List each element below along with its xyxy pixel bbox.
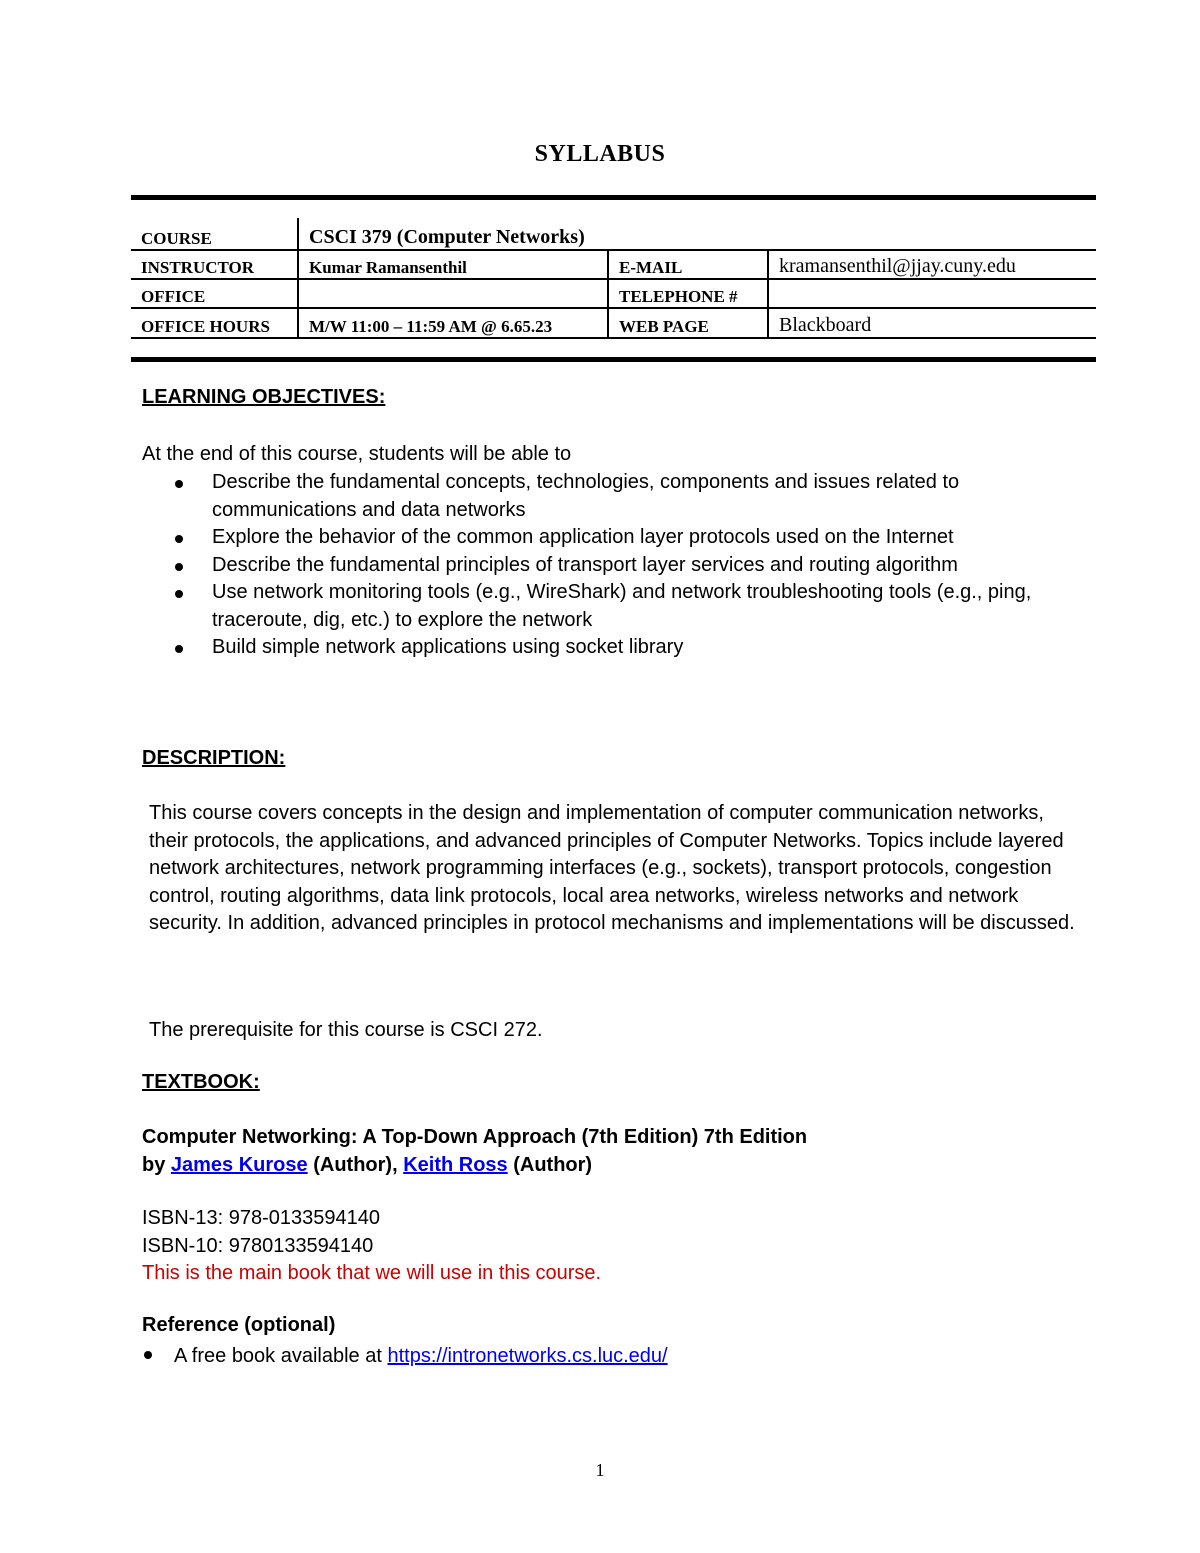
- bullet-icon: [175, 480, 183, 488]
- course-label: COURSE: [131, 218, 298, 250]
- textbook-citation: [142, 1123, 807, 1179]
- book-title: Computer Networking: A Top-Down Approach (7th Edition) 7th Edition: [142, 1126, 808, 1148]
- bullet-icon: [175, 563, 183, 571]
- instructor-label: INSTRUCTOR: [131, 250, 298, 279]
- isbn-block: [142, 1205, 601, 1288]
- office-value: [298, 279, 608, 308]
- web-page-label: WEB PAGE: [608, 308, 768, 338]
- instructor-value: Kumar Ramansenthil: [298, 250, 608, 279]
- book-authors: by James Kurose (Author), Keith Ross (Author): [142, 1154, 593, 1176]
- textbook-heading: TEXTBOOK:: [142, 1071, 260, 1093]
- bottom-rule: [131, 357, 1096, 362]
- instructor-row: [131, 250, 1096, 279]
- telephone-label: TELEPHONE #: [608, 279, 768, 308]
- office-label: OFFICE: [131, 279, 298, 308]
- bullet-icon: [175, 590, 183, 598]
- page-number: 1: [595, 1460, 605, 1480]
- isbn13: ISBN-13: 978-0133594140: [142, 1207, 380, 1229]
- list-item: Explore the behavior of the common application layer protocols used on the Internet: [142, 524, 1082, 552]
- reference-heading: Reference (optional): [142, 1314, 336, 1336]
- reference-link[interactable]: https://intronetworks.cs.luc.edu/: [387, 1345, 668, 1367]
- main-book-note: This is the main book that we will use in this course.: [142, 1262, 602, 1284]
- telephone-value: [768, 279, 1096, 308]
- email-label: E-MAIL: [608, 250, 768, 279]
- author-link-ross[interactable]: Keith Ross: [403, 1154, 508, 1176]
- bullet-icon: [175, 535, 183, 543]
- list-item: Describe the fundamental concepts, technologies, components and issues related to communications and data networks: [142, 469, 1082, 524]
- office-row: [131, 279, 1096, 308]
- objectives-list: [142, 469, 1082, 662]
- page-title: SYLLABUS: [534, 141, 666, 167]
- list-item: Use network monitoring tools (e.g., WireShark) and network troubleshooting tools (e.g., ping, traceroute, dig, etc.) to explore the network: [142, 579, 1082, 634]
- objectives-intro: At the end of this course, students will be able to: [142, 443, 572, 465]
- learning-objectives-heading: LEARNING OBJECTIVES:: [142, 386, 386, 408]
- list-item: Build simple network applications using socket library: [142, 634, 1082, 662]
- reference-item: A free book available at https://intronetworks.cs.luc.edu/: [142, 1342, 668, 1370]
- course-value: CSCI 379 (Computer Networks): [298, 218, 1096, 250]
- isbn10: ISBN-10: 9780133594140: [142, 1234, 374, 1257]
- course-info-table: [131, 218, 1096, 339]
- office-hours-value: M/W 11:00 – 11:59 AM @ 6.65.23: [298, 308, 608, 338]
- office-hours-row: [131, 308, 1096, 338]
- description-paragraph: This course covers concepts in the design and implementation of computer communication networks, their protocols, the applications, and advanced principles of Computer Networks. Topics include layered network architectures, network programming interfaces (e.g., sockets), transport protocols, congestion control, routing algorithms, data link protocols, local area networks, wireless networks and network security. In addition, advanced principles in protocol mechanisms and implementations will be discussed.: [149, 802, 1075, 934]
- description-heading: DESCRIPTION:: [142, 747, 286, 769]
- top-rule: [131, 195, 1096, 200]
- web-page-value: Blackboard: [768, 308, 1096, 338]
- bullet-icon: [144, 1351, 152, 1359]
- course-row: [131, 218, 1096, 250]
- office-hours-label: OFFICE HOURS: [131, 308, 298, 338]
- author-link-kurose[interactable]: James Kurose: [170, 1154, 308, 1176]
- email-value: kramansenthil@jjay.cuny.edu: [768, 250, 1096, 279]
- bullet-icon: [175, 645, 183, 653]
- prerequisite-text: The prerequisite for this course is CSCI 272.: [149, 1019, 543, 1041]
- list-item: Describe the fundamental principles of transport layer services and routing algorithm: [142, 552, 1082, 580]
